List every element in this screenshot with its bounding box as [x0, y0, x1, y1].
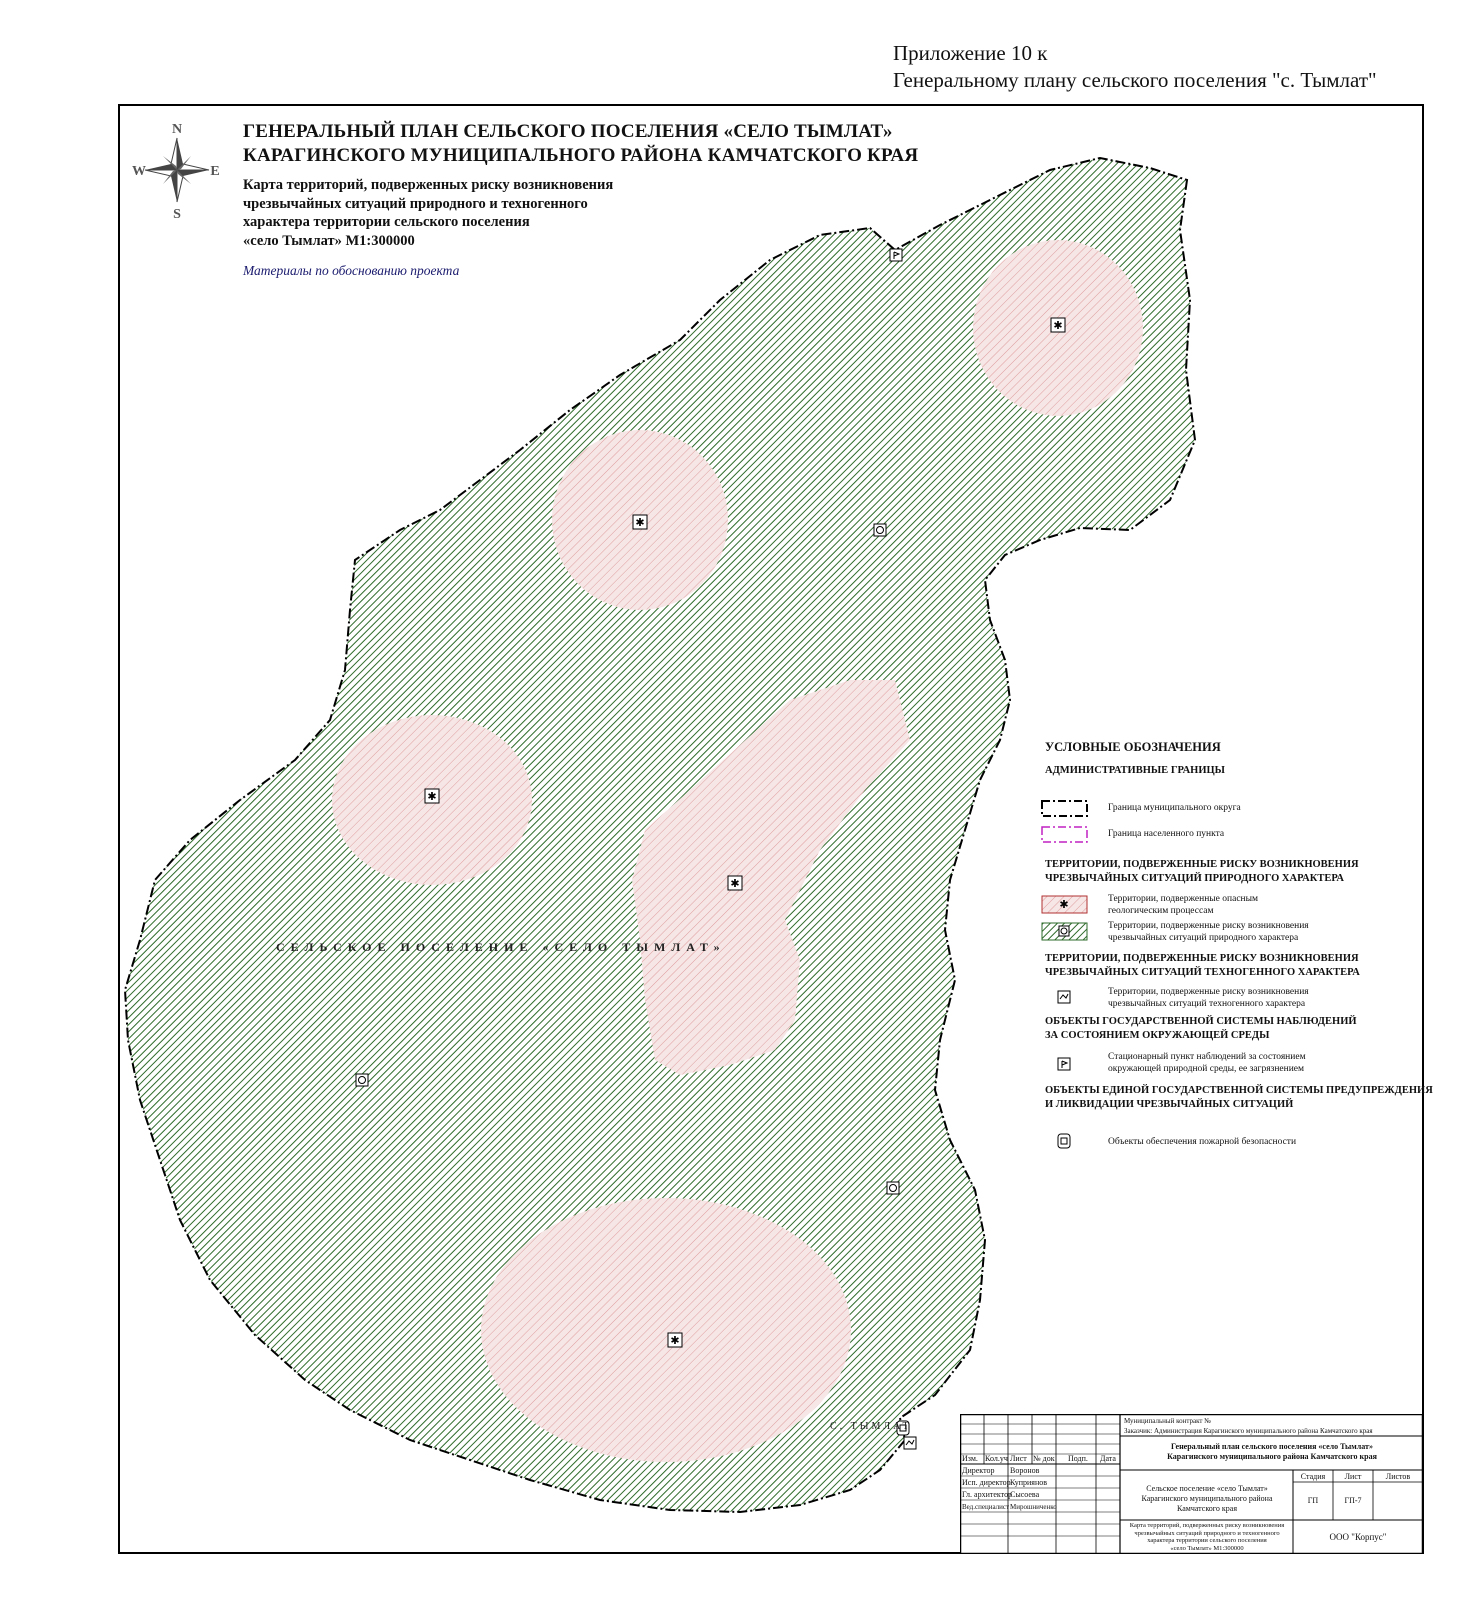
- stamp-col-header: Лист: [1010, 1454, 1027, 1463]
- hazard-zone-south: [481, 1198, 851, 1462]
- stamp-sheets-label: Листов: [1385, 1472, 1411, 1481]
- subtitle-line-2: чрезвычайных ситуаций природного и техногенного: [243, 195, 588, 212]
- stamp-name: Воронов: [1010, 1466, 1040, 1475]
- stamp-sheet-value: ГП-7: [1344, 1496, 1362, 1505]
- legend-item-label: чрезвычайных ситуаций техногенного характера: [1108, 999, 1306, 1009]
- legend-swatch-settlement-border: [1042, 827, 1087, 842]
- legend-swatch-municipal-border: [1042, 801, 1087, 816]
- legend-title: УСЛОВНЫЕ ОБОЗНАЧЕНИЯ: [1045, 740, 1221, 754]
- stamp-customer: Заказчик: Администрация Карагинского муниципального района Камчатского края: [1124, 1427, 1373, 1435]
- stamp-col-header: № док: [1033, 1454, 1055, 1463]
- stamp-col-header: Кол.уч: [985, 1454, 1008, 1463]
- stamp-stage-value: ГП: [1307, 1496, 1319, 1505]
- stamp-role: Вед.специалист: [962, 1503, 1010, 1511]
- legend-item-label: чрезвычайных ситуаций природного характера: [1108, 933, 1299, 943]
- stamp-role: Директор: [962, 1466, 995, 1475]
- natural-hazard-icon: [1059, 926, 1069, 936]
- svg-text:✱: ✱: [1059, 898, 1069, 911]
- subtitle-line-4: «село Тымлат» М1:300000: [243, 232, 415, 249]
- stamp-drawing-line-1: Карта территорий, подверженных риску возникновения: [1129, 1522, 1285, 1529]
- stamp-name: Куприянов: [1010, 1478, 1048, 1487]
- stamp-col-header: Подп.: [1068, 1454, 1088, 1463]
- technogenic-hazard-icon: [1058, 991, 1070, 1003]
- stamp-stage-label: Стадия: [1300, 1472, 1326, 1481]
- legend-item-label: геологическим процессам: [1108, 906, 1214, 916]
- stamp-role: Гл. архитектор: [962, 1490, 1013, 1499]
- svg-text:✱: ✱: [635, 516, 645, 529]
- natural-hazard-icon: [887, 1182, 899, 1194]
- legend-emergency-title-line-1: ОБЪЕКТЫ ЕДИНОЙ ГОСУДАРСТВЕННОЙ СИСТЕМЫ ПРЕДУПРЕЖДЕНИЯ: [1045, 1085, 1433, 1096]
- compass-w-label: W: [132, 164, 146, 179]
- map-subtitle: [243, 176, 683, 250]
- observation-station-icon: [890, 249, 902, 261]
- legend-emergency-title: [1045, 1084, 1433, 1112]
- technogenic-hazard-icon: [904, 1437, 916, 1449]
- geological-hazard-icon: [1059, 898, 1068, 911]
- appendix-line-2: Генеральному плану сельского поселения "с. Тымлат": [893, 68, 1377, 92]
- legend-item-label: окружающей природной среды, ее загрязнением: [1108, 1064, 1305, 1074]
- stamp-object-line-3: Камчатского края: [1176, 1504, 1238, 1513]
- subtitle-line-3: характера территории сельского поселения: [243, 214, 530, 230]
- appendix-line-1: Приложение 10 к: [893, 41, 1048, 65]
- stamp-object-line-1: Сельское поселение «село Тымлат»: [1146, 1484, 1268, 1493]
- stamp-drawing-line-2: чрезвычайных ситуаций природного и техногенного: [1134, 1529, 1280, 1537]
- svg-text:✱: ✱: [730, 877, 740, 890]
- compass-s-label: S: [173, 207, 181, 222]
- legend-emergency-title-line-2: И ЛИКВИДАЦИИ ЧРЕЗВЫЧАЙНЫХ СИТУАЦИЙ: [1045, 1099, 1294, 1110]
- stamp-drawing-line-4: «село Тымлат» М1:300000: [1170, 1544, 1244, 1552]
- legend-item-label: Территории, подверженные опасным: [1108, 894, 1259, 904]
- geological-hazard-icon: [425, 789, 439, 803]
- legend-observation-title-line-2: ЗА СОСТОЯНИЕМ ОКРУЖАЮЩЕЙ СРЕДЫ: [1045, 1030, 1270, 1041]
- natural-hazard-icon: [874, 524, 886, 536]
- legend-natural-title: [1045, 858, 1359, 886]
- stamp-company: ООО "Корпус": [1329, 1532, 1387, 1542]
- natural-hazard-icon: [356, 1074, 368, 1086]
- geological-hazard-icon: [633, 515, 647, 529]
- stamp-drawing-line-3: характера территории сельского поселения: [1147, 1537, 1267, 1544]
- title-stamp: [960, 1414, 1423, 1554]
- stamp-contract: Муниципальный контракт №: [1124, 1417, 1211, 1425]
- legend-observation-title: [1045, 1015, 1357, 1043]
- village-label: С. ТЫМЛАТ: [830, 1421, 912, 1432]
- svg-text:✱: ✱: [670, 1334, 680, 1347]
- svg-text:✱: ✱: [427, 790, 437, 803]
- map-title-line-2: КАРАГИНСКОГО МУНИЦИПАЛЬНОГО РАЙОНА КАМЧАТСКОГО КРАЯ: [243, 145, 919, 166]
- map-title-line-1: ГЕНЕРАЛЬНЫЙ ПЛАН СЕЛЬСКОГО ПОСЕЛЕНИЯ «СЕЛО ТЫМЛАТ»: [243, 121, 893, 142]
- stamp-drawing-title: [1122, 1522, 1292, 1552]
- stamp-col-header: Дата: [1100, 1454, 1116, 1463]
- compass-n-label: N: [171, 122, 183, 137]
- legend-item-label: Территории, подверженные риску возникновения: [1108, 921, 1309, 931]
- stamp-project-line-2: Карагинского муниципального района Камчатского края: [1167, 1452, 1377, 1461]
- legend-natural-title-line-2: ЧРЕЗВЫЧАЙНЫХ СИТУАЦИЙ ПРИРОДНОГО ХАРАКТЕРА: [1045, 873, 1345, 884]
- legend-tech-title: [1045, 952, 1360, 980]
- stamp-name: Сысоева: [1010, 1490, 1040, 1499]
- materials-caption: Материалы по обоснованию проекта: [243, 263, 460, 278]
- legend-item-label: Объекты обеспечения пожарной безопасности: [1108, 1137, 1297, 1147]
- compass-rose-icon: [145, 138, 209, 202]
- legend-item-label: Граница населенного пункта: [1108, 829, 1225, 839]
- legend-natural-title-line-1: ТЕРРИТОРИИ, ПОДВЕРЖЕННЫЕ РИСКУ ВОЗНИКНОВЕНИЯ: [1045, 859, 1359, 870]
- legend-admin-title: АДМИНИСТРАТИВНЫЕ ГРАНИЦЫ: [1045, 765, 1225, 776]
- geological-hazard-icon: [668, 1333, 682, 1347]
- compass-e-label: E: [210, 164, 220, 179]
- subtitle-line-1: Карта территорий, подверженных риску возникновения: [243, 177, 614, 193]
- stamp-project-line-1: Генеральный план сельского поселения «село Тымлат»: [1171, 1442, 1373, 1451]
- legend-tech-title-line-2: ЧРЕЗВЫЧАЙНЫХ СИТУАЦИЙ ТЕХНОГЕННОГО ХАРАКТЕРА: [1045, 967, 1360, 978]
- legend-item-label: Граница муниципального округа: [1108, 803, 1241, 813]
- legend-item-label: Территории, подверженные риску возникновения: [1108, 987, 1309, 997]
- geological-hazard-icon: [1051, 318, 1065, 332]
- legend-tech-title-line-1: ТЕРРИТОРИИ, ПОДВЕРЖЕННЫЕ РИСКУ ВОЗНИКНОВЕНИЯ: [1045, 953, 1359, 964]
- legend-observation-title-line-1: ОБЪЕКТЫ ГОСУДАРСТВЕННОЙ СИСТЕМЫ НАБЛЮДЕНИЙ: [1045, 1016, 1357, 1027]
- stamp-col-header: Изм.: [962, 1454, 978, 1463]
- stamp-name: Мирошниченко: [1010, 1503, 1057, 1511]
- settlement-label: СЕЛЬСКОЕ ПОСЕЛЕНИЕ «СЕЛО ТЫМЛАТ»: [276, 940, 726, 954]
- observation-station-icon: [1058, 1058, 1070, 1070]
- stamp-sheet-label: Лист: [1344, 1472, 1362, 1481]
- map-title: [243, 120, 918, 168]
- stamp-object-line-2: Карагинского муниципального района: [1141, 1494, 1273, 1503]
- svg-text:✱: ✱: [1053, 319, 1063, 332]
- geological-hazard-icon: [728, 876, 742, 890]
- stamp-role: Исп. директор: [962, 1478, 1011, 1487]
- fire-safety-icon: [1058, 1134, 1070, 1148]
- legend-item-label: Стационарный пункт наблюдений за состоянием: [1108, 1052, 1306, 1062]
